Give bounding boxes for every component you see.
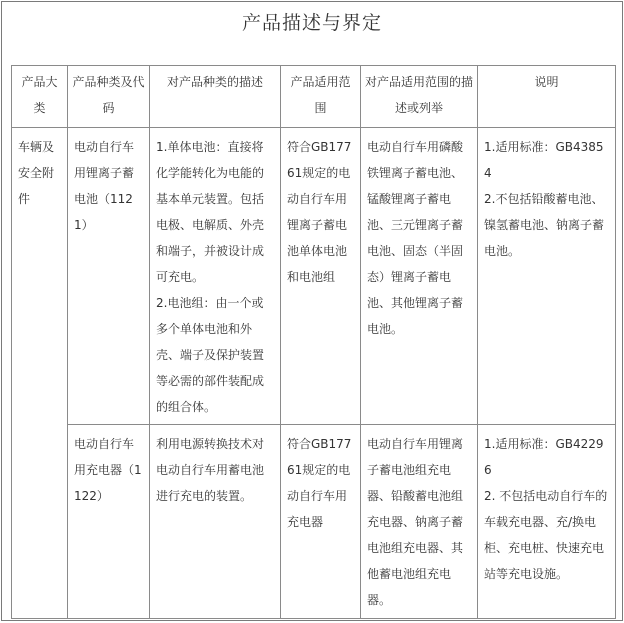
document-page	[1, 1, 623, 621]
header-product-category: 产品大类	[12, 66, 68, 128]
page-title: 产品描述与界定	[241, 12, 382, 34]
header-product-type-code: 产品种类及代码	[68, 66, 150, 128]
header-notes: 说明	[478, 66, 616, 128]
header-applicable-scope: 产品适用范围	[281, 66, 361, 128]
note-item: 1.适用标准：GB43854	[484, 140, 604, 180]
scope-description-cell: 电动自行车用磷酸铁锂离子蓄电池、锰酸锂离子蓄电池、三元锂离子蓄电池、固态（半固态）锂离子蓄电池、其他锂离子蓄电池。	[361, 128, 478, 425]
header-scope-description: 对产品适用范围的描述或列举	[361, 66, 478, 128]
applicable-scope-cell: 符合GB17761规定的电动自行车用锂离子蓄电池单体电池和电池组	[281, 128, 361, 425]
note-item: 2. 不包括电动自行车的车载充电器、充/换电柜、充电桩、快速充电站等充电设施。	[484, 489, 608, 581]
table-header-row	[12, 66, 616, 128]
note-item: 1.适用标准：GB42296	[484, 437, 604, 477]
scope-description-cell: 电动自行车用锂离子蓄电池组充电器、铅酸蓄电池组充电器、钠离子蓄电池组充电器、其他蓄电池组充电器。	[361, 425, 478, 619]
product-table	[11, 65, 616, 619]
note-item: 2.不包括铅酸蓄电池、镍氢蓄电池、钠离子蓄电池。	[484, 192, 605, 258]
description-item: 利用电源转换技术对电动自行车用蓄电池进行充电的装置。	[156, 437, 265, 503]
table-row	[12, 128, 616, 425]
type-description-cell	[150, 425, 281, 619]
header-type-description: 对产品种类的描述	[150, 66, 281, 128]
product-category-cell: 车辆及安全附件	[12, 128, 68, 619]
type-description-cell	[150, 128, 281, 425]
description-item: 1.单体电池：直接将化学能转化为电能的基本单元装置。包括电极、电解质、外壳和端子，并被设计成可充电。	[156, 140, 265, 284]
description-item: 2.电池组：由一个或多个单体电池和外壳、端子及保护装置等必需的部件装配成的组合体。	[156, 296, 265, 414]
notes-cell	[478, 425, 616, 619]
notes-cell	[478, 128, 616, 425]
product-type-cell: 电动自行车用充电器（1122）	[68, 425, 150, 619]
table-row	[12, 425, 616, 619]
product-type-cell: 电动自行车用锂离子蓄电池（1121）	[68, 128, 150, 425]
applicable-scope-cell: 符合GB17761规定的电动自行车用充电器	[281, 425, 361, 619]
